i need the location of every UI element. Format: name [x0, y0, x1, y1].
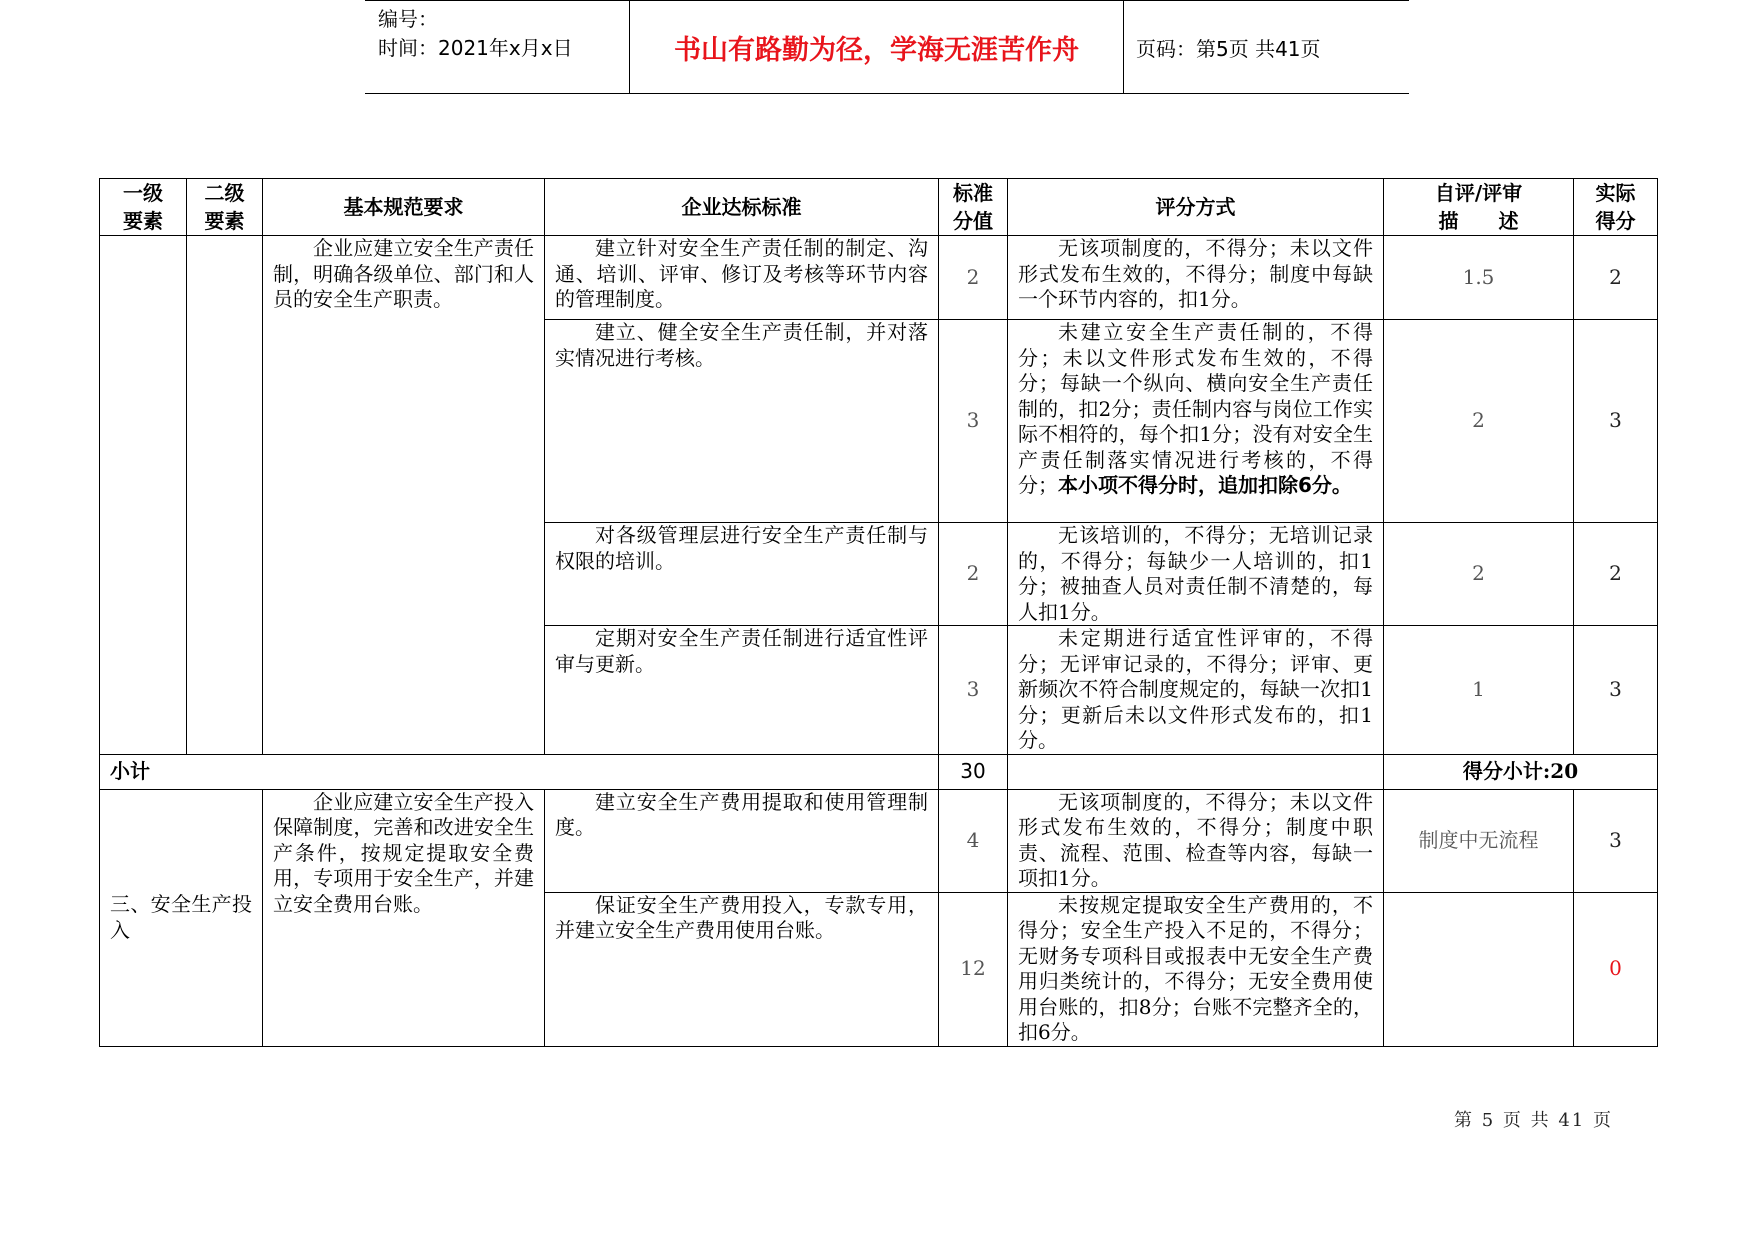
- score-cell: 3: [939, 626, 1008, 755]
- review-cell: [1384, 892, 1574, 1046]
- method-cell: 未按规定提取安全生产费用的，不得分；安全生产投入不足的，不得分；无财务专项科目或报表中无安全生产费用归类统计的，不得分；无安全费用使用台账的，扣8分；台账不完整齐全的，扣6分。: [1008, 892, 1384, 1046]
- col-header-level1: 一级 要素: [100, 179, 187, 236]
- subtotal-empty-cell: [1008, 754, 1384, 789]
- score-cell: 2: [939, 523, 1008, 626]
- subtotal-row: [100, 754, 1658, 789]
- method-cell: 无该培训的，不得分；无培训记录的，不得分；每缺少一人培训的，扣1分；被抽查人员对责任制不清楚的，每人扣1分。: [1008, 523, 1384, 626]
- actual-score-cell: 3: [1574, 626, 1658, 755]
- level2-cell: [187, 236, 263, 755]
- standard-cell: 建立安全生产费用提取和使用管理制度。: [545, 789, 939, 892]
- col-header-method: 评分方式: [1008, 179, 1384, 236]
- col-header-standard: 企业达标标准: [545, 179, 939, 236]
- score-cell: 4: [939, 789, 1008, 892]
- requirement-cell: 企业应建立安全生产责任制，明确各级单位、部门和人员的安全生产职责。: [263, 236, 545, 755]
- method-cell: 未定期进行适宜性评审的，不得分；无评审记录的，不得分；评审、更新频次不符合制度规定的，每缺一次扣1分；更新后未以文件形式发布的，扣1分。: [1008, 626, 1384, 755]
- review-cell: 制度中无流程: [1384, 789, 1574, 892]
- subtotal-score: 得分小计:20: [1384, 754, 1658, 789]
- actual-score-cell: 0: [1574, 892, 1658, 1046]
- standard-cell: 保证安全生产费用投入，专款专用，并建立安全生产费用使用台账。: [545, 892, 939, 1046]
- header-motto: 书山有路勤为径，学海无涯苦作舟: [630, 1, 1124, 93]
- table-row: [100, 789, 1658, 892]
- page-footer: 第 5 页 共 41 页: [1454, 1110, 1613, 1131]
- subtotal-label: 小计: [100, 754, 939, 789]
- review-cell: 1.5: [1384, 236, 1574, 320]
- header-meta: [365, 1, 630, 93]
- col-header-review: 自评/评审 描 述: [1384, 179, 1574, 236]
- method-cell: 无该项制度的，不得分；未以文件形式发布生效的，不得分；制度中职责、流程、范围、检查等内容，每缺一项扣1分。: [1008, 789, 1384, 892]
- col-header-level2: 二级 要素: [187, 179, 263, 236]
- review-cell: 1: [1384, 626, 1574, 755]
- header-page-info: 页码：第5页 共41页: [1136, 36, 1321, 61]
- standard-cell: 对各级管理层进行安全生产责任制与权限的培训。: [545, 523, 939, 626]
- col-header-requirement: 基本规范要求: [263, 179, 545, 236]
- document-number-label: 编号：: [378, 7, 438, 31]
- review-cell: 2: [1384, 523, 1574, 626]
- actual-score-cell: 2: [1574, 523, 1658, 626]
- score-cell: 2: [939, 236, 1008, 320]
- col-header-actual: 实际 得分: [1574, 179, 1658, 236]
- method-text: 未建立安全生产责任制的，不得分；未以文件形式发布生效的，不得分；每缺一个纵向、横向安全生产责任制的，扣2分；责任制内容与岗位工作实际不相符的，每个扣1分；没有对安全生产责任制落实情况进行考核的，不得分；: [1018, 320, 1373, 497]
- standard-cell: 定期对安全生产责任制进行适宜性评审与更新。: [545, 626, 939, 755]
- document-time: 时间：2021年x月x日: [378, 36, 573, 60]
- evaluation-table: [99, 178, 1658, 1047]
- standard-cell: 建立针对安全生产责任制的制定、沟通、培训、评审、修订及考核等环节内容的管理制度。: [545, 236, 939, 320]
- page-header: [365, 0, 1409, 94]
- standard-cell: 建立、健全安全生产责任制，并对落实情况进行考核。: [545, 320, 939, 523]
- score-cell: 3: [939, 320, 1008, 523]
- score-cell: 12: [939, 892, 1008, 1046]
- table-header-row: [100, 179, 1658, 236]
- actual-score-cell: 3: [1574, 789, 1658, 892]
- subtotal-value: 30: [939, 754, 1008, 789]
- method-cell: 无该项制度的，不得分；未以文件形式发布生效的，不得分；制度中每缺一个环节内容的，扣1分。: [1008, 236, 1384, 320]
- method-bold-text: 本小项不得分时，追加扣除6分。: [1058, 473, 1352, 497]
- review-cell: 2: [1384, 320, 1574, 523]
- table-row: [100, 236, 1658, 320]
- requirement-cell: 企业应建立安全生产投入保障制度，完善和改进安全生产条件，按规定提取安全费用，专项用于安全生产，并建立安全费用台账。: [263, 789, 545, 1046]
- method-cell: [1008, 320, 1384, 523]
- actual-score-cell: 3: [1574, 320, 1658, 523]
- col-header-score: 标准 分值: [939, 179, 1008, 236]
- level1-cell: 三、安全生产投入: [100, 789, 263, 1046]
- level1-cell: [100, 236, 187, 755]
- actual-score-cell: 2: [1574, 236, 1658, 320]
